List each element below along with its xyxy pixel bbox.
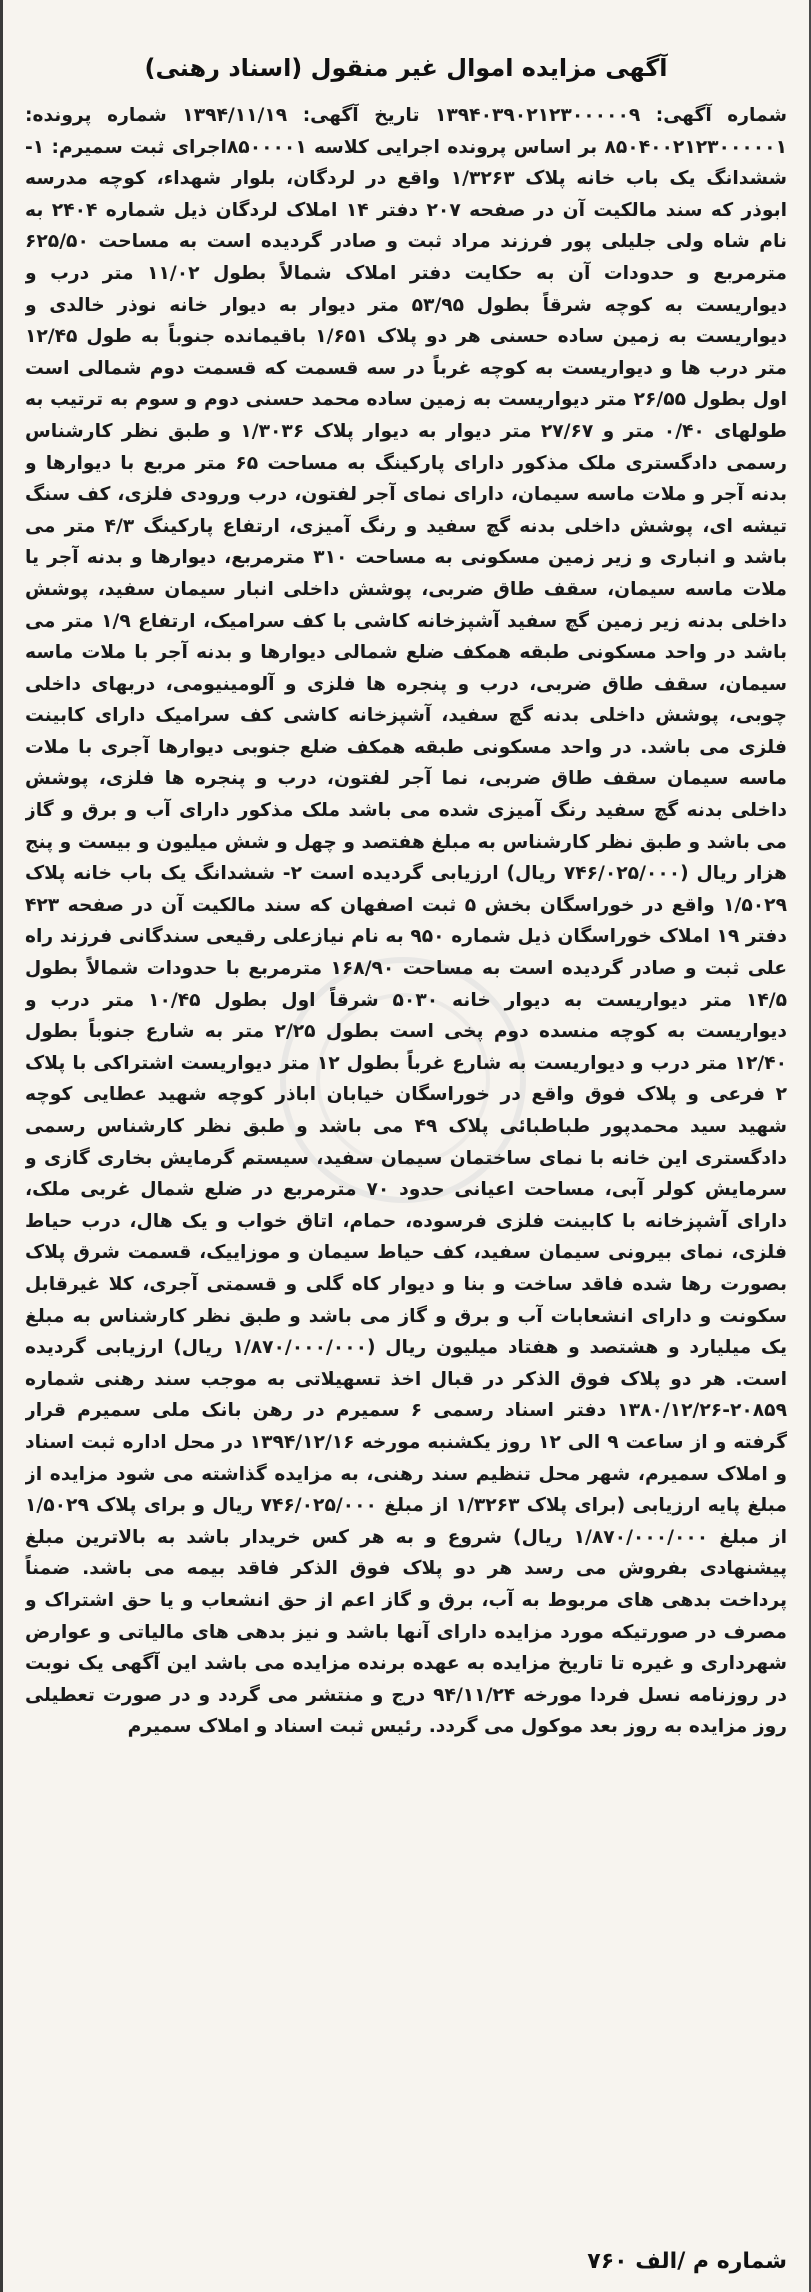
notice-title: آگهی مزایده اموال غیر منقول (اسناد رهنی) [144,54,668,82]
notice-number: شماره م /الف ۷۶۰ [587,2249,787,2274]
notice-body-text: شماره آگهی: ۱۳۹۴۰۳۹۰۲۱۲۳۰۰۰۰۰۹ تاریخ آگهی: ۱۳۹۴/۱۱/۱۹ شماره پرونده: ۸۵۰۴۰۰۲۱۲۳۰۰۰۰۰۱ بر اساس پرونده اجرایی کلاسه ۸۵۰۰۰۰۱اجرای ثبت سمیرم: ۱- ششدانگ یک باب خانه پلاک ۱/۳۲۶۳ واقع در لردگان، بلوار شهداء، کوچه مدرسه ابوذر که سند مالکیت آن در صفحه ۲۰۷ دفتر ۱۴ املاک لردگان ذیل شماره ۲۴۰۴ به نام شاه ولی جلیلی پور فرزند مراد ثبت و صادر گردیده است به مساحت ۶۲۵/۵۰ مترمربع و حدودات آن به حکایت دفتر املاک شمالاً بطول ۱۱/۰۲ متر درب و دیواریست به کوچه شرقاً بطول ۵۳/۹۵ متر دیوار به دیوار خانه نوذر خالدی و دیواریست به زمین ساده حسنی هر دو پلاک ۱/۶۵۱ باقیمانده جنوباً به طول ۱۲/۴۵ متر درب ها و دیواریست به کوچه غرباً در سه قسمت که قسمت دوم شمالی است اول بطول ۲۶/۵۵ متر دیواریست به زمین ساده محمد حسنی دوم و سوم به ترتیب به طولهای ۰/۴۰ متر و ۲۷/۶۷ متر دیوار به دیوار پلاک ۱/۳۰۳۶ و طبق نظر کارشناس رسمی دادگستری ملک مذکور دارای پارکینگ به مساحت ۶۵ متر مربع با دیوارها و بدنه آجر و ملات ماسه سیمان، دارای نمای آجر لفتون، درب ورودی فلزی، کف سنگ تیشه ای، پوشش داخلی بدنه گچ سفید و رنگ آمیزی، ارتفاع پارکینگ ۴/۳ متر می باشد و انباری و زیر زمین مسکونی به مساحت ۳۱۰ مترمربع، دیوارها و بدنه آجر یا ملات ماسه سیمان، سقف طاق ضربی، پوشش داخلی انبار سیمان سفید، پوشش داخلی بدنه زیر زمین گچ سفید آشپزخانه کاشی با کف سرامیک، ارتفاع ۱/۹ متر می باشد در واحد مسکونی طبقه همکف ضلع شمالی دیوارها و بدنه آجر با ملات ماسه سیمان، سقف طاق ضربی، درب و پنجره ها فلزی و آلومینیومی، دربهای داخلی چوبی، پوشش داخلی بدنه گچ سفید، آشپزخانه کاشی کف سرامیک دارای کابینت فلزی می باشد. در واحد مسکونی طبقه همکف ضلع جنوبی دیوارها آجری با ملات ماسه سیمان سقف طاق ضربی، نما آجر لفتون، درب و پنجره ها فلزی، پوشش داخلی بدنه گچ سفید رنگ آمیزی شده می باشد ملک مذکور دارای آب و برق و گاز می باشد و طبق نظر کارشناس به مبلغ هفتصد و چهل و شش میلیون و بیست و پنج هزار ریال (۷۴۶/۰۲۵/۰۰۰ ریال) ارزیابی گردیده است ۲- ششدانگ یک باب خانه پلاک ۱/۵۰۲۹ واقع در خوراسگان بخش ۵ ثبت اصفهان که سند مالکیت آن در صفحه ۴۲۳ دفتر ۱۹ املاک خوراسگان ذیل شماره ۹۵۰ به نام نیازعلی رقیعی سندگانی فرزند راه علی ثبت و صادر گردیده است به مساحت ۱۶۸/۹۰ مترمربع با حدودات شمالاً بطول ۱۴/۵ متر دیواریست به دیوار خانه ۵۰۳۰ شرقاً اول بطول ۱۰/۴۵ متر درب و دیواریست به کوچه منسده دوم پخی است بطول ۲/۲۵ متر به شارع جنوباً بطول ۱۲/۴۰ متر درب و دیواریست به شارع غرباً بطول ۱۲ متر دیواریست اشتراکی با پلاک ۲ فرعی و پلاک فوق واقع در خوراسگان خیابان اباذر کوچه شهید عطایی کوچه شهید سید محمدپور طباطبائی پلاک ۴۹ می باشد و طبق نظر کارشناس رسمی دادگستری این خانه با نمای ساختمان سیمان سفید، سیستم گرمایش بخاری گازی و سرمایش کولر آبی، مساحت اعیانی حدود ۷۰ مترمربع در ضلع شمال غربی ملک، دارای آشپزخانه با کابینت فلزی فرسوده، حمام، اتاق خواب و یک هال، درب حیاط فلزی، نمای بیرونی سیمان سفید، کف حیاط سیمان و موزاییک، قسمت شرق پلاک بصورت رها شده فاقد ساخت و بنا و دیوار کاه گلی و قسمتی آجری، کلا غیرقابل سکونت و دارای انشعابات آب و برق و گاز می باشد و طبق نظر کارشناس به مبلغ یک میلیارد و هشتصد و هفتاد میلیون ریال (۱/۸۷۰/۰۰۰/۰۰۰ ریال) ارزیابی گردیده است. هر دو پلاک فوق الذکر در قبال اخذ تسهیلاتی به موجب سند رهنی شماره ۲۰۸۵۹-۱۳۸۰/۱۲/۲۶ دفتر اسناد رسمی ۶ سمیرم در رهن بانک ملی سمیرم قرار گرفته و از ساعت ۹ الی ۱۲ روز یکشنبه مورخه ۱۳۹۴/۱۲/۱۶ در محل اداره ثبت اسناد و املاک سمیرم، شهر محل تنظیم سند رهنی، به مزایده گذاشته می شود مزایده از مبلغ پایه ارزیابی (برای پلاک ۱/۳۲۶۳ از مبلغ ۷۴۶/۰۲۵/۰۰۰ ریال و برای پلاک ۱/۵۰۲۹ از مبلغ ۱/۸۷۰/۰۰۰/۰۰۰ ریال) شروع و به هر کس خریدار باشد به بالاترین مبلغ پیشنهادی بفروش می رسد هر دو پلاک فوق الذکر فاقد بیمه می باشد. ضمناً پرداخت بدهی های مربوط به آب، برق و گاز اعم از حق انشعاب و یا حق اشتراک و مصرف در صورتیکه مورد مزایده دارای آنها باشد و نیز بدهی های مالیاتی و عوارض شهرداری و غیره تا تاریخ مزایده به عهده برنده مزایده می باشد این آگهی یک نوبت در روزنامه نسل فردا مورخه ۹۴/۱۱/۲۴ درج و منتشر می گردد و در صورت تعطیلی روز مزایده به روز بعد موکول می گردد. رئیس ثبت اسناد و املاک سمیرم [25,105,787,1738]
notice-body [25,100,787,2230]
